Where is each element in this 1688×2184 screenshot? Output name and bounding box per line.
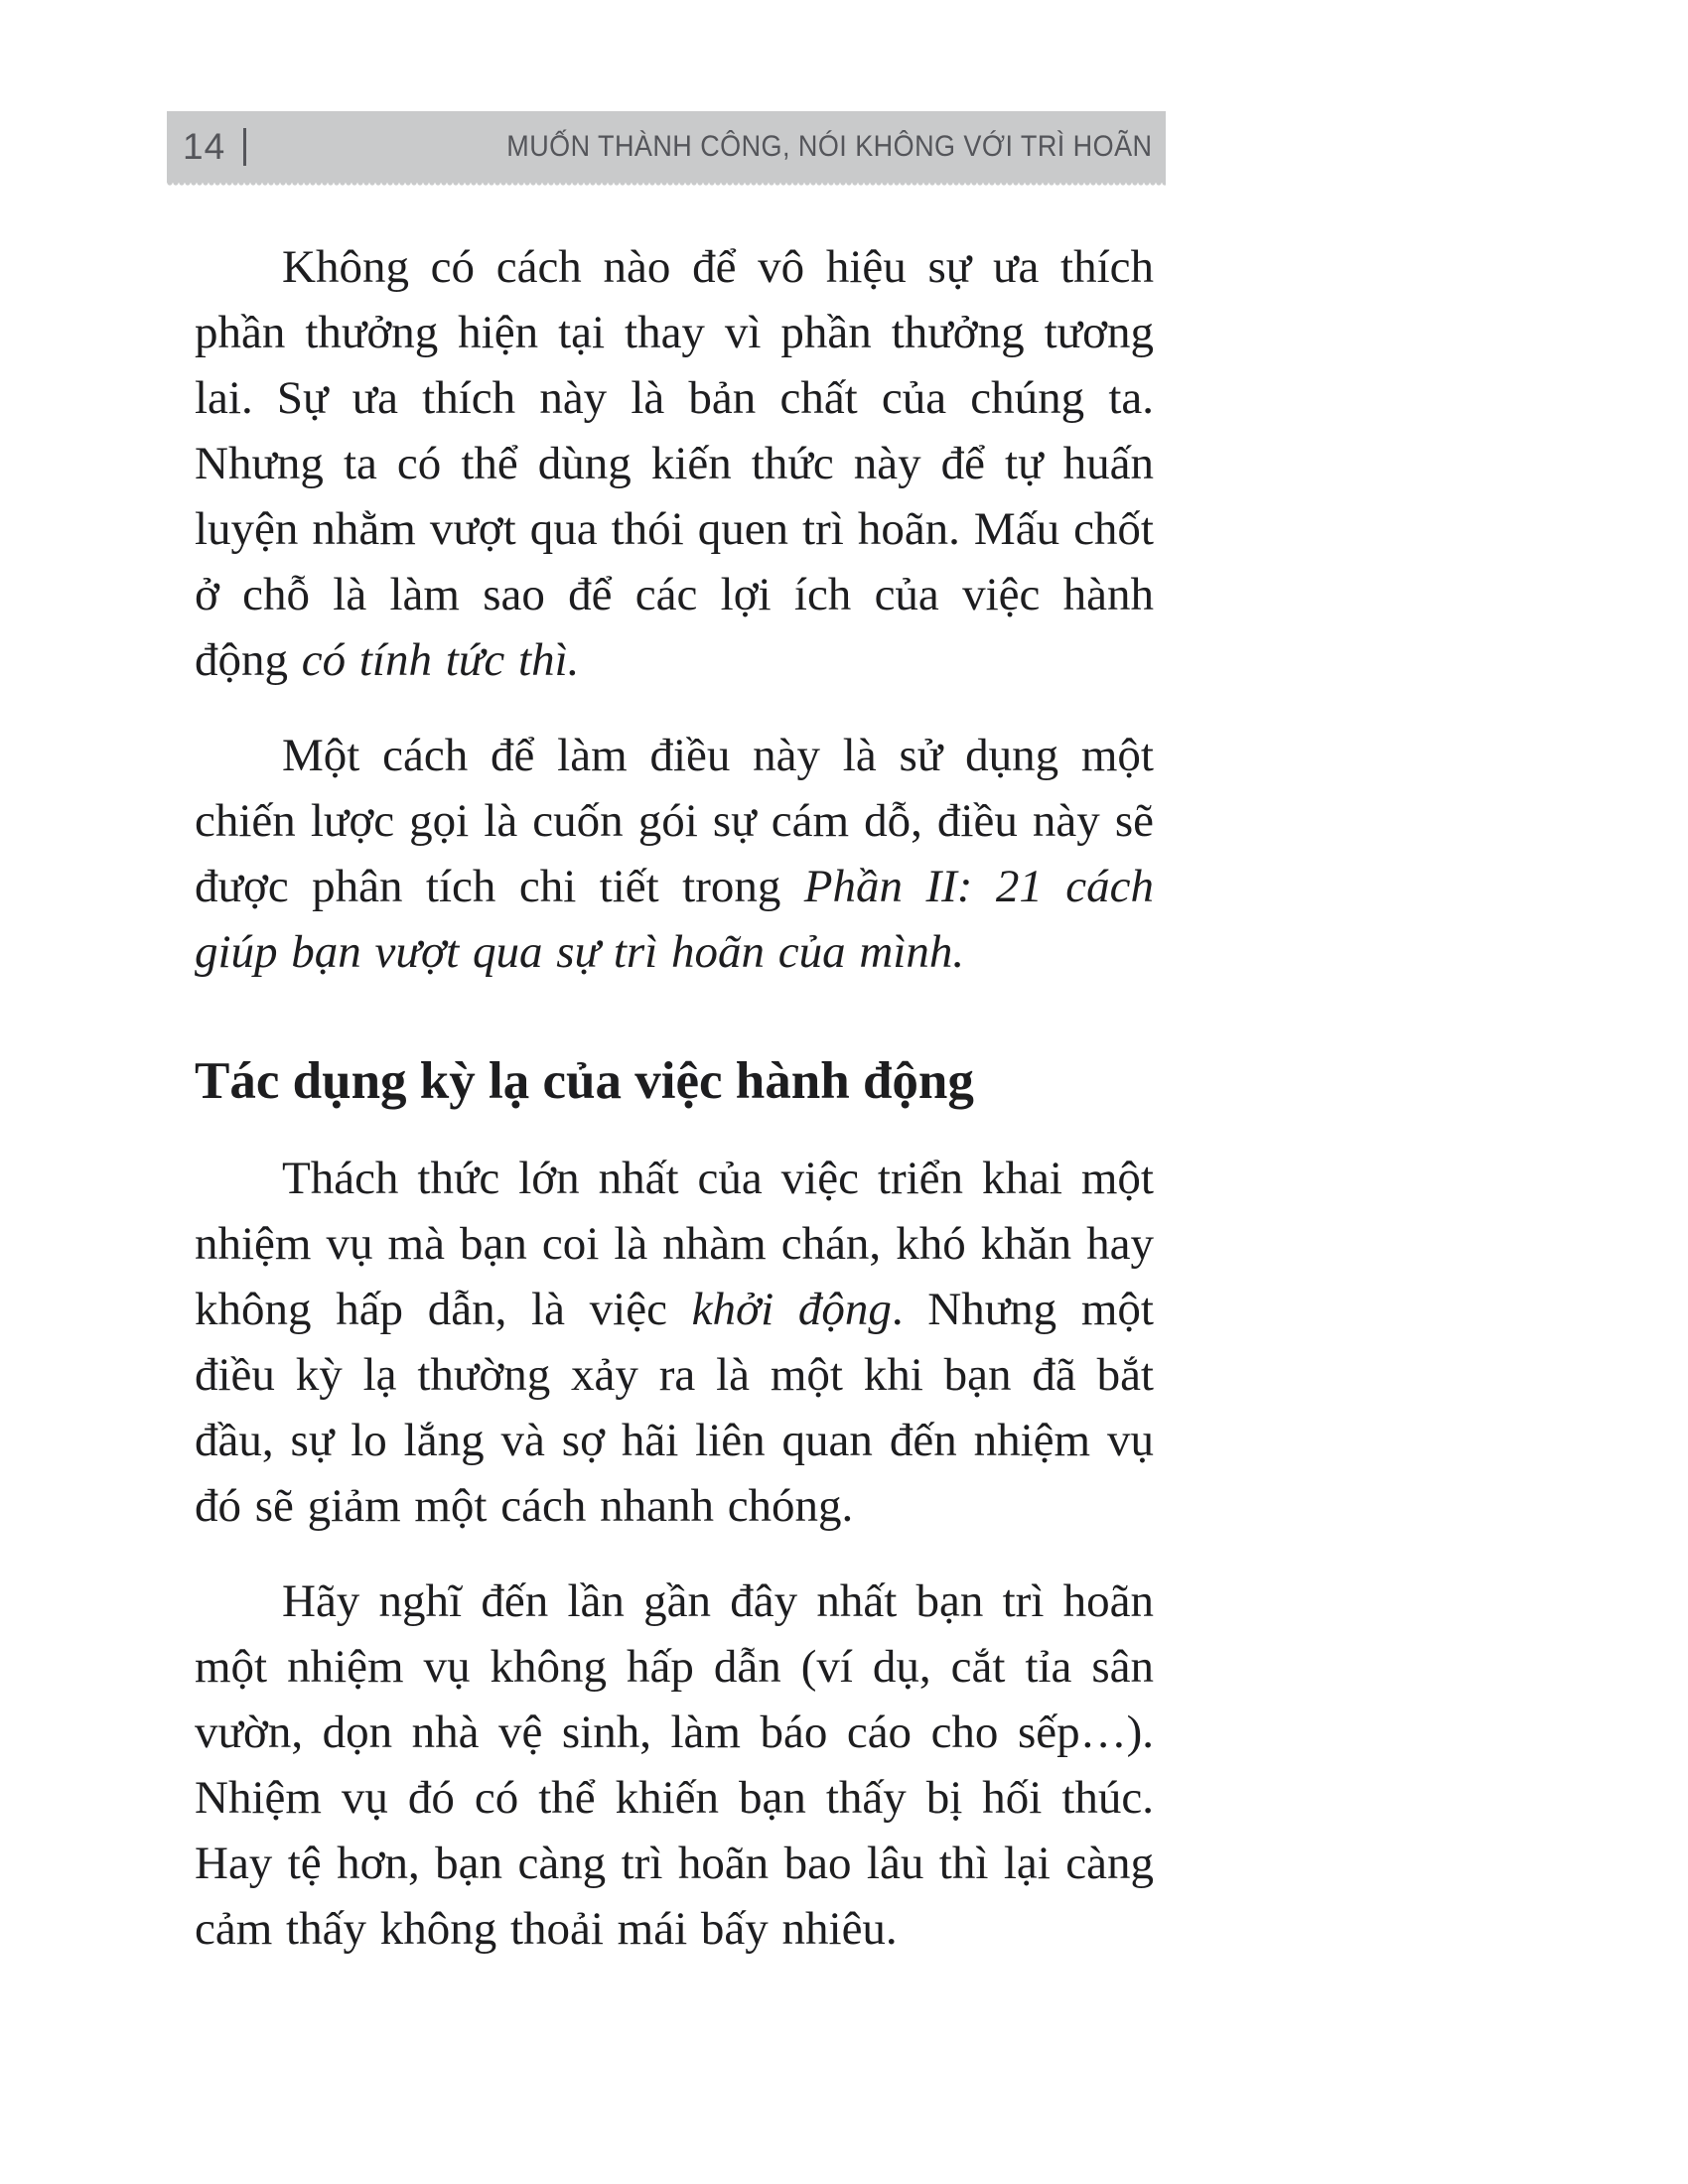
body-paragraph	[195, 1146, 1154, 1539]
body-paragraph	[195, 723, 1154, 985]
text-segment: Hãy nghĩ đến lần gần đây nhất bạn trì hoãn một nhiệm vụ không hấp dẫn (ví dụ, cắt tỉa sân vườn, dọn nhà vệ sinh, làm báo cáo cho sếp…). Nhiệm vụ đó có thể khiến bạn thấy bị hối thúc. Hay tệ hơn, bạn càng trì hoãn bao lâu thì lại càng cảm thấy không thoải mái bấy nhiêu.	[195, 1575, 1154, 1955]
section-heading	[195, 1050, 1154, 1112]
running-title: MUỐN THÀNH CÔNG, NÓI KHÔNG VỚI TRÌ HOÃN	[505, 130, 1152, 163]
text-segment: Một cách để làm điều này là sử dụng một chiến lược gọi là cuốn gói sự cám dỗ, điều này sẽ được phân tích chi tiết trong	[195, 730, 1154, 912]
header-separator-bar	[243, 128, 246, 166]
text-segment: Thách thức lớn nhất của việc triển khai một nhiệm vụ mà bạn coi là nhàm chán, khó khăn hay không hấp dẫn, là việc	[195, 1153, 1154, 1335]
text-segment: Tác dụng kỳ lạ của việc hành động	[195, 1052, 974, 1110]
page-number: 14	[183, 126, 226, 167]
running-header-bar	[167, 111, 1166, 183]
running-header	[167, 111, 1166, 189]
text-segment: Không có cách nào để vô hiệu sự ưa thích phần thưởng hiện tại thay vì phần thưởng tương lai. Sự ưa thích này là bản chất của chúng ta. Nhưng ta có thể dùng kiến thức này để tự huấn luyện nhằm vượt qua thói quen trì hoãn. Mấu chốt ở chỗ là làm sao để các lợi ích của việc hành động	[195, 241, 1154, 686]
italic-text-segment: Phần II: 21 cách giúp bạn vượt qua sự trì hoãn của mình.	[195, 861, 1154, 978]
italic-text-segment: có tính tức thì.	[301, 634, 580, 686]
page-body	[167, 189, 1166, 1962]
content-column	[167, 111, 1166, 1991]
body-paragraph	[195, 1569, 1154, 1962]
body-paragraph	[195, 234, 1154, 693]
italic-text-segment: khởi động	[691, 1284, 892, 1335]
text-segment: . Nhưng một điều kỳ lạ thường xảy ra là một khi bạn đã bắt đầu, sự lo lắng và sợ hãi liên quan đến nhiệm vụ đó sẽ giảm một cách nhanh chóng.	[195, 1284, 1154, 1532]
